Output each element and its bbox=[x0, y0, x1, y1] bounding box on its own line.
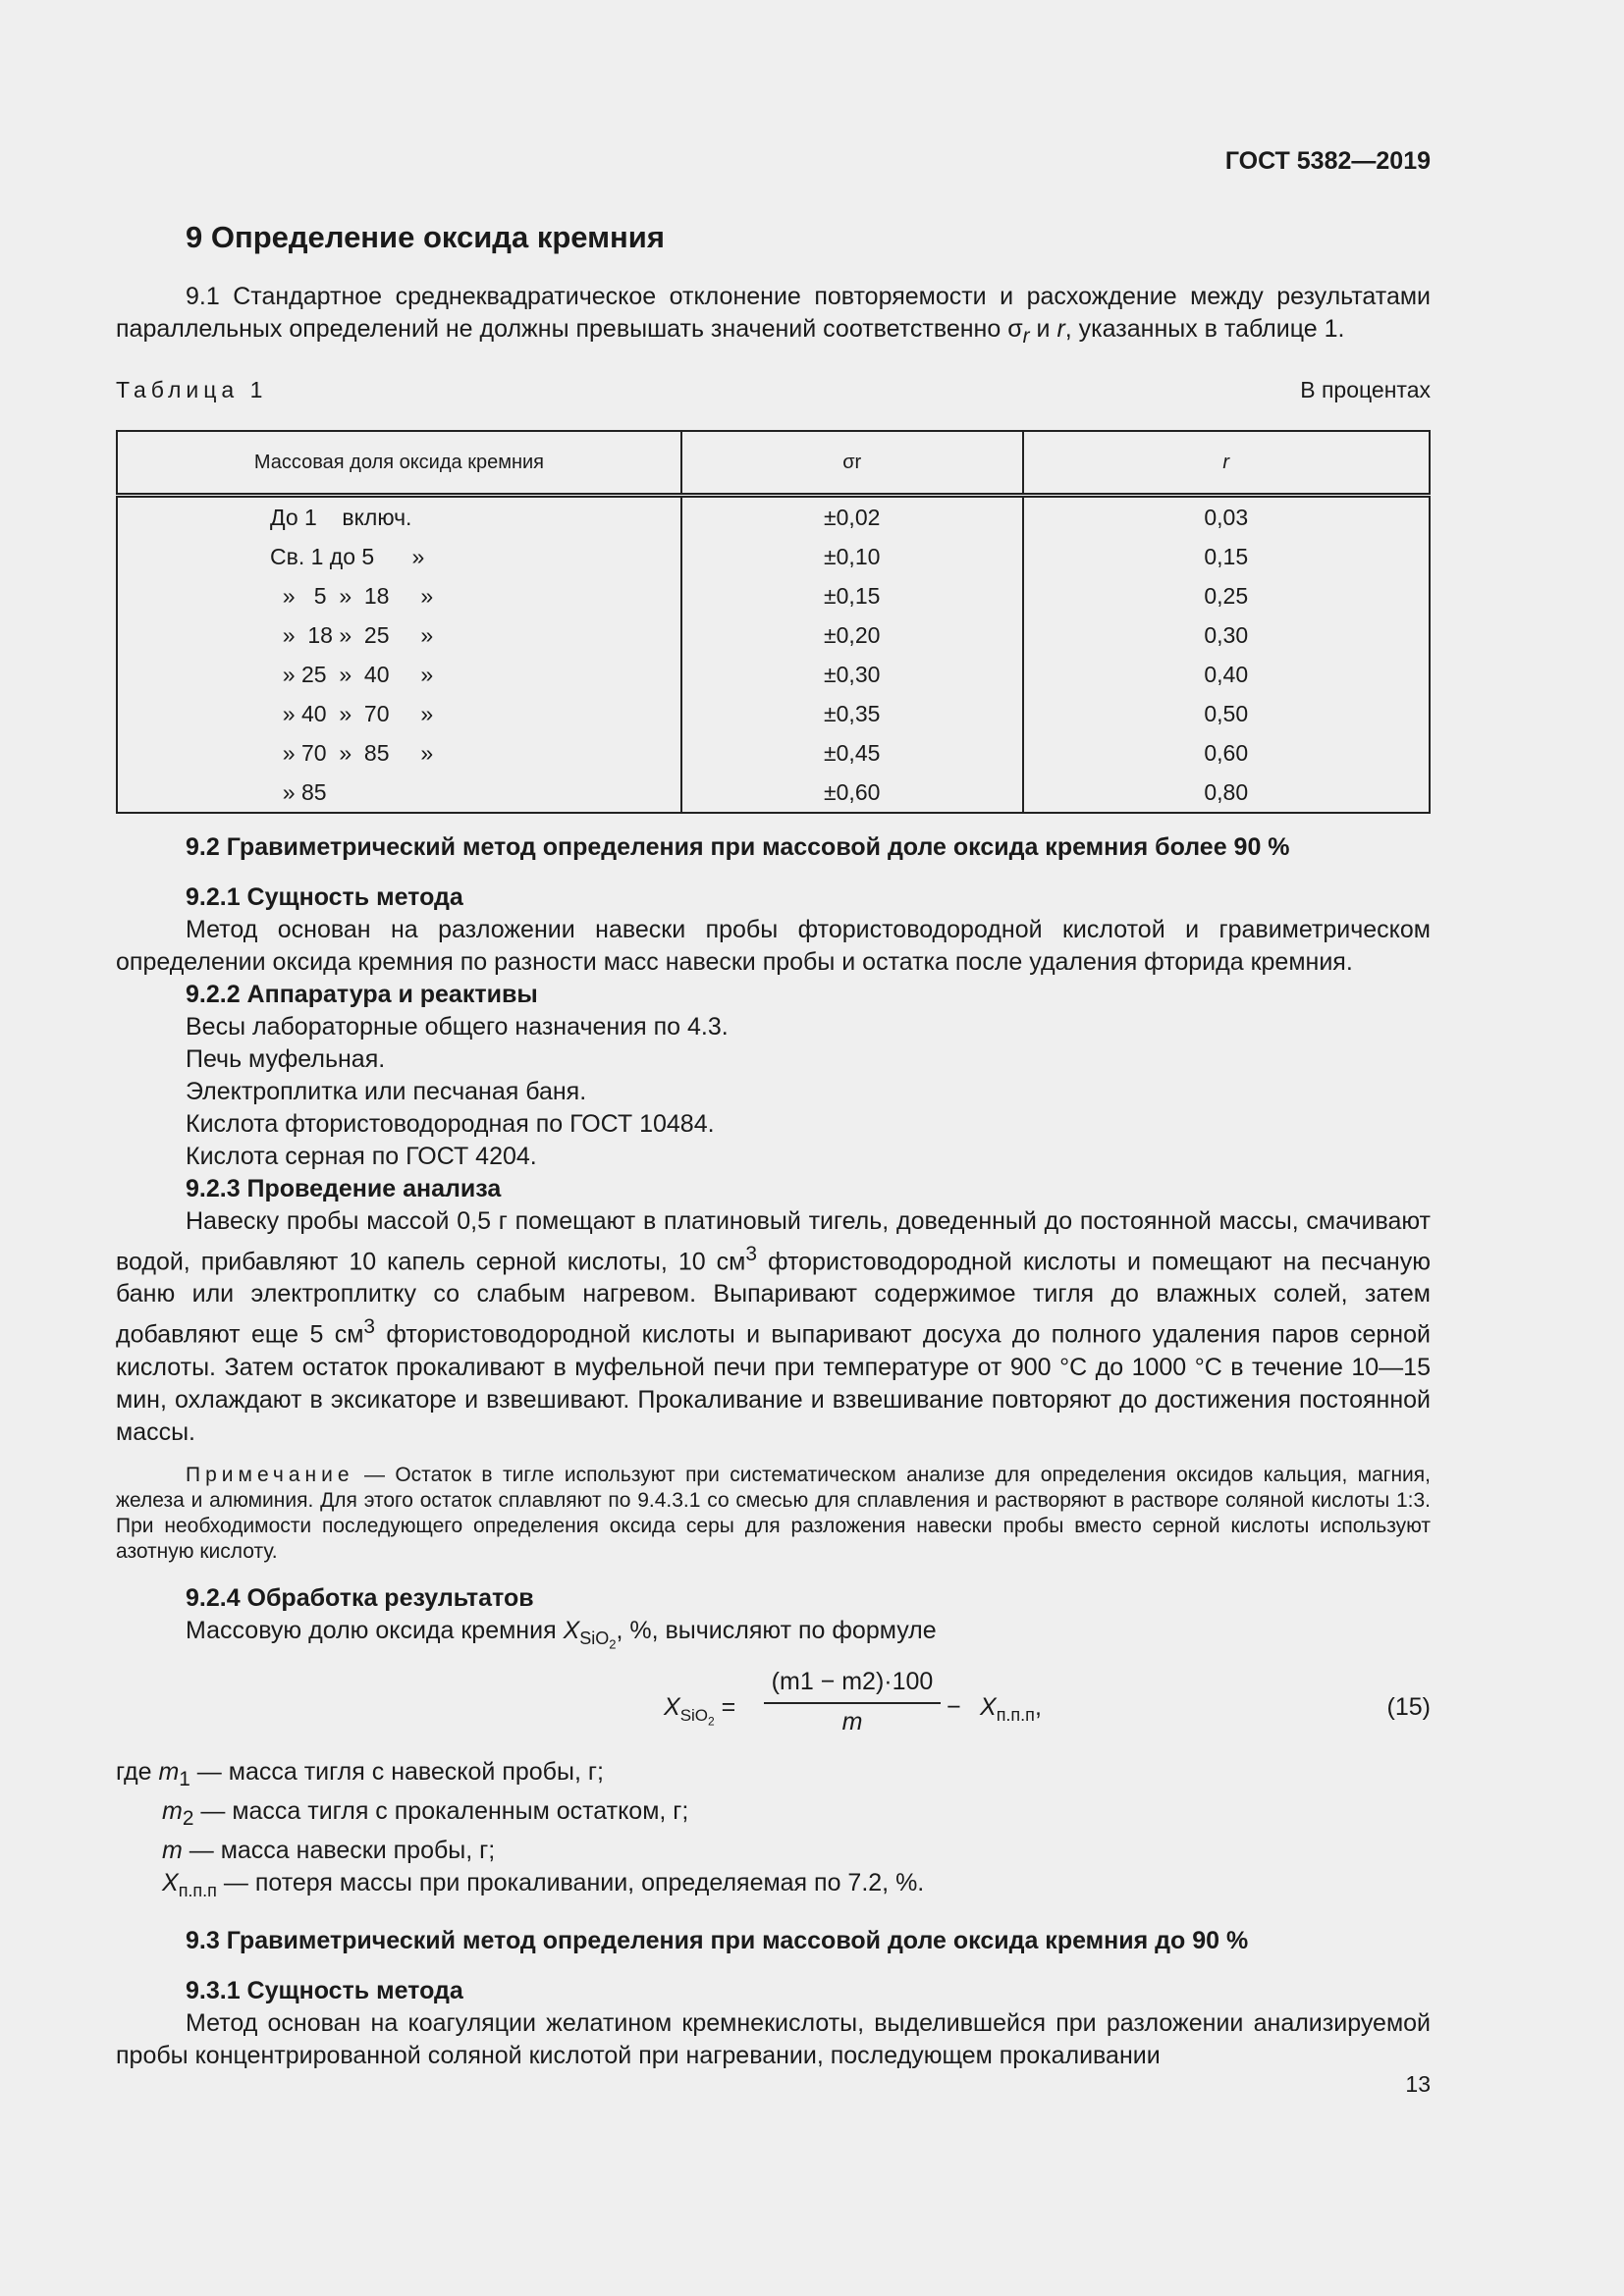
table-header-mass-fraction: Массовая доля оксида кремния bbox=[117, 431, 681, 496]
table-row bbox=[117, 694, 1430, 733]
cell-sigma: ±0,02 bbox=[681, 496, 1023, 538]
table-row bbox=[117, 496, 1430, 538]
formula-minus: − bbox=[947, 1693, 961, 1722]
heading-9-3-1: 9.3.1 Сущность метода bbox=[186, 1977, 463, 2005]
cell-r: 0,50 bbox=[1023, 694, 1430, 733]
formula-lhs: $X_{SiO_2}$ = bbox=[664, 1693, 736, 1729]
page-number: 13 bbox=[1405, 2071, 1431, 2097]
formula-number: (15) bbox=[1386, 1693, 1431, 1722]
section-title: 9 Определение оксида кремния bbox=[186, 220, 665, 254]
heading-9-2-2: 9.2.2 Аппаратура и реактивы bbox=[186, 981, 538, 1008]
equipment-item: Кислота фтористоводородная по ГОСТ 10484. bbox=[186, 1110, 715, 1138]
table-header-r: r bbox=[1023, 431, 1430, 496]
table-units: В процентах bbox=[1300, 377, 1431, 402]
paragraph-9-2-1: Метод основан на разложении навески пробы фтористоводородной кислотой и гравиметрическом определении оксида кремния по разности масс навески пробы и остатка после удаления фторида кремния. bbox=[116, 916, 1431, 976]
cell-r: 0,40 bbox=[1023, 655, 1430, 694]
cell-sigma: ±0,45 bbox=[681, 733, 1023, 773]
standard-header: ГОСТ 5382—2019 bbox=[1224, 147, 1431, 175]
cell-sigma: ±0,60 bbox=[681, 773, 1023, 813]
cell-mass-fraction: » 18 » 25 » bbox=[117, 615, 681, 655]
equipment-item: Весы лабораторные общего назначения по 4.3. bbox=[186, 1013, 729, 1041]
formula-rhs: $X_{п.п.п}$, bbox=[980, 1693, 1042, 1726]
where-line: $X_{п.п.п}$ — потеря массы при прокаливании, определяемая по 7.2, %. bbox=[162, 1869, 925, 1901]
table-body bbox=[117, 496, 1430, 814]
cell-r: 0,80 bbox=[1023, 773, 1430, 813]
cell-mass-fraction: До 1 включ. bbox=[117, 496, 681, 538]
cell-r: 0,03 bbox=[1023, 496, 1430, 538]
cell-sigma: ±0,15 bbox=[681, 576, 1023, 615]
equipment-item: Кислота серная по ГОСТ 4204. bbox=[186, 1143, 537, 1170]
cell-r: 0,15 bbox=[1023, 537, 1430, 576]
formula-denominator: m bbox=[841, 1708, 863, 1736]
note-text: — Остаток в тигле используют при систематическом анализе для определения оксидов кальция, магния, железа и алюминия. Для этого остаток сплавляют по 9.4.3.1 со смесью для сплавления и растворяют в растворе соляной кислоты 1:3. При необходимости последующего определения оксида серы для разложения навески пробы вместо серной кислоты используют азотную кислоту. bbox=[116, 1463, 1431, 1563]
paragraph-9-2-3: Навеску пробы массой 0,5 г помещают в платиновый тигель, доведенный до постоянной массы, смачивают водой, прибавляют 10 капель серной кислоты, 10 $см^3$ фтористоводородной кислоты и помещают на песчаную баню или электроплитку со слабым нагревом. Выпаривают содержимое тигля до влажных солей, затем добавляют еще 5 $см^3$ фтористоводородной кислоты и выпаривают досуха до полного удаления паров серной кислоты. Затем остаток прокаливают в муфельной печи при температуре от 900 °С до 1000 °С в течение 10—15 мин, охлаждают в эксикаторе и взвешивают. Прокаливание и взвешивание повторяют до достижения постоянной массы. bbox=[116, 1207, 1431, 1446]
table-header-sigma: σr bbox=[681, 431, 1023, 496]
table-row bbox=[117, 576, 1430, 615]
cell-mass-fraction: » 85 bbox=[117, 773, 681, 813]
heading-9-2-3: 9.2.3 Проведение анализа bbox=[186, 1175, 502, 1202]
cell-mass-fraction: Св. 1 до 5 » bbox=[117, 537, 681, 576]
note-label: Примечание bbox=[186, 1463, 354, 1486]
cell-r: 0,30 bbox=[1023, 615, 1430, 655]
formula-15 bbox=[116, 1666, 1431, 1756]
note bbox=[116, 1463, 1431, 1565]
formula-fraction bbox=[764, 1666, 941, 1738]
cell-sigma: ±0,20 bbox=[681, 615, 1023, 655]
equipment-item: Электроплитка или песчаная баня. bbox=[186, 1078, 587, 1105]
table-row bbox=[117, 537, 1430, 576]
table-caption: Таблица 1 bbox=[116, 377, 268, 402]
cell-mass-fraction: » 5 » 18 » bbox=[117, 576, 681, 615]
equipment-item: Печь муфельная. bbox=[186, 1045, 386, 1073]
heading-9-2: 9.2 Гравиметрический метод определения при массовой доле оксида кремния более 90 % bbox=[186, 833, 1290, 861]
table-row bbox=[117, 733, 1430, 773]
table-caption-row bbox=[116, 374, 1431, 406]
cell-mass-fraction: » 40 » 70 » bbox=[117, 694, 681, 733]
heading-9-2-1: 9.2.1 Сущность метода bbox=[186, 883, 463, 911]
cell-sigma: ±0,10 bbox=[681, 537, 1023, 576]
page-content bbox=[116, 221, 1431, 2072]
paragraph-9-3-1: Метод основан на коагуляции желатином кремнекислоты, выделившейся при разложении анализируемой пробы концентрированной соляной кислотой при нагревании, последующем прокаливании bbox=[116, 2009, 1431, 2070]
paragraph-9-2-4: Массовую долю оксида кремния $X_{SiO_2}$, %, вычисляют по формуле bbox=[186, 1616, 937, 1652]
cell-r: 0,25 bbox=[1023, 576, 1430, 615]
precision-table bbox=[116, 430, 1431, 814]
cell-mass-fraction: » 25 » 40 » bbox=[117, 655, 681, 694]
where-line: где $m_1$ — масса тигля с навеской пробы, г; bbox=[116, 1758, 604, 1791]
heading-9-3: 9.3 Гравиметрический метод определения при массовой доле оксида кремния до 90 % bbox=[186, 1927, 1249, 1955]
where-line: m — масса навески пробы, г; bbox=[162, 1837, 496, 1865]
table-row bbox=[117, 773, 1430, 813]
table-row bbox=[117, 655, 1430, 694]
cell-r: 0,60 bbox=[1023, 733, 1430, 773]
cell-sigma: ±0,35 bbox=[681, 694, 1023, 733]
heading-9-2-4: 9.2.4 Обработка результатов bbox=[186, 1583, 534, 1612]
cell-mass-fraction: » 70 » 85 » bbox=[117, 733, 681, 773]
where-line: $m_2$ — масса тигля с прокаленным остатком, г; bbox=[162, 1797, 689, 1831]
paragraph-9-1: 9.1 Стандартное среднеквадратическое отклонение повторяемости и расхождение между результатами параллельных определений не должны превышать значений соответственно $\sigma_r$ и r, указанных в таблице 1. bbox=[116, 283, 1431, 347]
formula-numerator: (m1 − m2)·100 bbox=[764, 1666, 941, 1704]
table-row bbox=[117, 615, 1430, 655]
cell-sigma: ±0,30 bbox=[681, 655, 1023, 694]
